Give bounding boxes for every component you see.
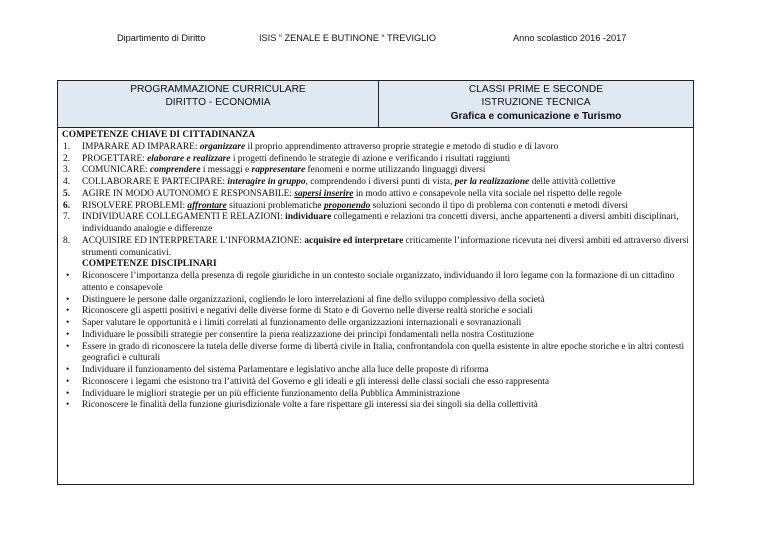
item-emphasis: acquisire ed interpretare [304,235,404,246]
list-item [62,189,690,201]
bullet-icon: • [66,271,70,281]
bullet-icon: • [66,318,70,328]
list-item [62,306,690,318]
item-emphasis: individuare [285,212,332,223]
school-year: Anno scolastico 2016 -2017 [513,33,627,43]
item-text: criticamente l’informazione ricevuta nei diversi ambiti ed attraverso diversi strumenti comunicativi. [82,235,689,258]
bullet-icon: • [66,400,70,411]
list-item [62,236,690,260]
page-header [0,33,768,47]
subject-title: DIRITTO - ECONOMIA [165,97,271,109]
bullet-icon: • [66,294,70,305]
list-item [62,142,690,154]
list-item [62,342,690,366]
bullet-icon: • [66,341,70,352]
list-item [62,154,690,166]
programming-table [57,80,694,485]
school-name: ISIS “ ZENALE E BUTINONE “ TREVIGLIO [259,33,436,43]
item-number: 1. [63,141,71,152]
list-item [62,389,690,401]
item-emphasis: sapersi inserire [294,188,354,199]
list-item [62,271,690,295]
item-text: Distinguere le persone dalle organizzazioni, cogliendo le loro interrelazioni al fine dello sviluppo complessivo della società [82,294,545,305]
item-number: 2. [63,153,71,164]
list-item [62,330,690,342]
list-item [62,165,690,177]
list-item [62,177,690,189]
program-title: PROGRAMMAZIONE CURRICULARE [130,84,306,95]
item-text: Riconoscere l’importanza della presenza di regole giuridiche in un contesto sociale organizzato, individuando il loro legame con la formazione di un cittadino attento e consapevole [82,271,675,293]
list-item [62,365,690,377]
item-text: INDIVIDUARE COLLEGAMENTI E RELAZIONI: [82,212,286,223]
bullet-icon: • [66,329,70,340]
item-emphasis: elaborare e realizzare [147,153,231,164]
item-emphasis: per la realizzazione [454,177,530,187]
bullet-icon: • [66,376,70,387]
item-text: Riconoscere le finalità della funzione giurisdizionale volte a fare rispettare gli interessi sia dei singoli sia della collettività [82,400,538,411]
item-emphasis: comprendere [149,165,201,176]
item-emphasis: interagire in gruppo [227,177,306,187]
course-names: Grafica e comunicazione e Turismo [450,110,622,122]
item-number: 7. [63,212,71,223]
item-number: 3. [63,165,71,176]
item-text: PROGETTARE: [82,153,148,164]
item-text: delle attività collettive [529,177,616,187]
item-text: Saper valutare le opportunità e i limiti correlati al funzionamento delle organizzazioni internazionali e sovranazionali [82,318,522,328]
bullet-icon: • [66,306,70,317]
item-text: AGIRE IN MODO AUTONOMO E RESPONSABILE: [82,188,295,199]
item-emphasis: proponendo [323,200,371,211]
item-text: , comprendendo i diversi punti di vista, [305,177,455,187]
bullet-icon: • [66,388,70,399]
item-text: soluzioni secondo il tipo di problema con contenuti e metodi diversi [370,200,628,211]
item-number: 5. [63,188,71,199]
table-header-left-cell [58,83,378,110]
item-text: ACQUISIRE ED INTERPRETARE L’INFORMAZIONE: [82,235,305,246]
item-number: 6. [63,200,71,211]
item-text: Individuare le possibili strategie per consentire la piena realizzazione dei principi fondamentali nella nostra Costituzione [82,329,534,340]
bullet-icon: • [66,365,70,375]
item-text: collegamenti e relazioni tra concetti diversi, anche appartenenti a diversi ambiti disciplinari, individuando analogie e differenze [82,212,679,234]
item-text: il proprio apprendimento attraverso proprie strategie e metodo di studio e di lavoro [245,141,559,152]
item-text: fenomeni e norme utilizzando linguaggi diversi [305,165,486,176]
item-text: Individuare le migliori strategie per un più efficiente funzionamento della Pubblica Amministrazione [82,388,461,399]
key-competences-list [62,142,690,260]
item-text: situazioni problematiche [226,200,324,211]
item-text: COMUNICARE: [82,165,150,176]
department-label: Dipartimento di Diritto [117,33,206,43]
item-emphasis: rappresentare [251,165,306,176]
item-emphasis: organizzare [199,141,246,152]
item-text: Individuare il funzionamento del sistema Parlamentare e legislativo anche alla luce delle proposte di riforma [82,365,489,375]
item-text: COLLABORARE E PARTECIPARE: [82,177,228,187]
list-item [62,212,690,236]
item-text: IMPARARE AD IMPARARE: [82,141,200,152]
item-number: 4. [63,177,71,187]
disciplinary-competences-title: COMPETENZE DISCIPLINARI [82,259,217,270]
list-item [62,295,690,307]
table-body-cell [62,130,690,412]
item-text: i messaggi e [200,165,252,176]
list-item [62,377,690,389]
list-item [62,201,690,213]
item-text: i progetti definendo le strategie di azione e verificando i risultati raggiunti [230,153,511,164]
item-emphasis: affrontare [187,200,227,211]
item-text: RISOLVERE PROBLEMI: [82,200,188,211]
item-text: in modo attivo e consapevole nella vita sociale nel rispetto delle regole [353,188,622,199]
table-header-right-cell [379,83,693,123]
item-text: Riconoscere gli aspetti positivi e negativi delle diverse forme di Stato e di Governo nelle diverse realtà storiche e sociali [82,306,533,317]
table-header-row [58,81,693,128]
item-text: Essere in grado di riconoscere la tutela delle diverse forme di libertà civile in Italia, confrontandola con quella esistente in altre epoche storiche e in altri contesti geografici e culturali [82,341,685,364]
disciplinary-competences-list [62,271,690,412]
key-competences-title: COMPETENZE CHIAVE DI CITTADINANZA [62,130,256,140]
education-type: ISTRUZIONE TECNICA [481,97,591,109]
list-item [62,400,690,412]
list-item [62,318,690,330]
item-text: Riconoscere i legami che esistono tra l’attività del Governo e gli ideali e gli interessi delle classi sociali che esso rappresenta [82,376,550,387]
item-number: 8. [63,235,71,246]
classes-title: CLASSI PRIME E SECONDE [468,84,604,95]
